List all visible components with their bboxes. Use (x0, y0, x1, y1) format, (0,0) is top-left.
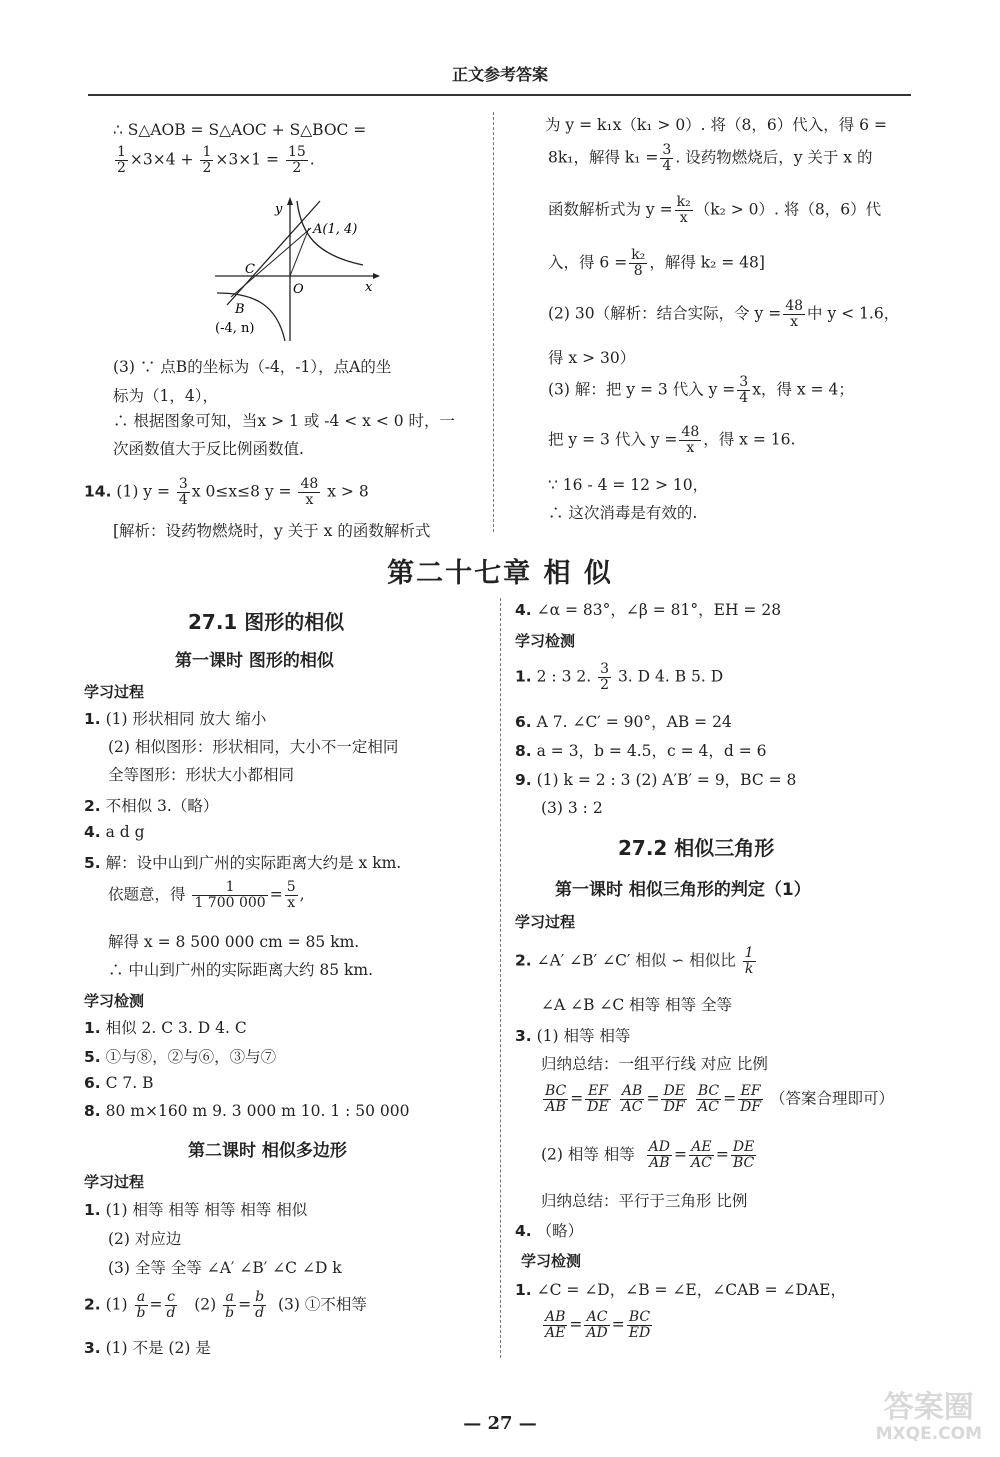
q13-part3-line3: ∴ 根据图象可知，当x > 1 或 -4 < x < 0 时，一 (113, 412, 456, 430)
c3-line: 3. (1) 不是 (2) 是 (84, 1339, 211, 1357)
y-axis-arrow (287, 197, 293, 205)
function-graph (205, 193, 385, 343)
point-a-label: A(1, 4) (313, 222, 358, 237)
origin-label: O (293, 282, 304, 297)
f4-line: 4. （略） (515, 1222, 584, 1240)
f3-part2: (2) 相等 相等 $\frac{AD}{AB}$ = $\frac{AE}{AC}$ = $\frac{DE}{BC}$ (541, 1139, 755, 1171)
c1-line2: (2) 对应边 (108, 1230, 182, 1248)
e9-line: 9. (1) k = 2 : 3 (2) A′B′ = 9，BC = 8 (515, 771, 797, 789)
a5-conclusion: ∴ 中山到广州的实际距离大约 85 km. (108, 961, 374, 979)
a2-line: 2. 不相似 3.（略） (84, 797, 219, 815)
a1-line2: (2) 相似图形：形状相同，大小不一定相同 (108, 738, 399, 756)
b6-line: 6. C 7. B (84, 1074, 154, 1092)
page-header: 正文参考答案 (451, 65, 548, 84)
label-check-1: 学习检测 (84, 992, 145, 1010)
label-process-2: 学习过程 (84, 1173, 145, 1191)
q14-line1: 14. (1) y = $\frac{3}{4}$ x 0≤x≤8 y = $\frac{48}{x}$ x > 8 (84, 476, 369, 508)
point-b-coords: (-4, n) (215, 321, 255, 336)
segment-oa (290, 228, 309, 276)
point-b-label: B (235, 302, 245, 317)
r-line6: 得 x > 30） (548, 349, 636, 367)
a1-line3: 全等图形：形状大小都相同 (108, 766, 295, 784)
e1-line: 1. 2 : 3 2. $\frac{3}{2}$ 3. D 4. B 5. D (515, 661, 724, 693)
area-equation: ∴ S△AOB = S△AOC + S△BOC = (113, 121, 367, 139)
c1-line: 1. (1) 相等 相等 相等 相等 相似 (84, 1201, 308, 1219)
r-line1: 为 y = k₁x（k₁ > 0）. 将（8，6）代入，得 6 = (545, 116, 887, 134)
area-calculation: $\frac{1}{2}$ ×3×4 + $\frac{1}{2}$ ×3×1 = $\frac{15}{2}$ . (117, 144, 315, 176)
r-line4: 入，得 6 = $\frac{\text{k₂}}{8}$ ，解得 k₂ = 48] (548, 247, 765, 279)
label-process-1: 学习过程 (84, 683, 145, 701)
e9-line2: (3) 3 : 2 (541, 799, 603, 817)
r-line10: ∴ 这次消毒是有效的. (548, 504, 698, 522)
f3-summary2: 归纳总结：平行于三角形 比例 (541, 1192, 748, 1210)
a5-equation: 依题意，得 $\frac{1}{1 700 000}$ = $\frac{5}{x}$ , (108, 879, 305, 911)
label-process-3: 学习过程 (515, 913, 576, 931)
f2-line: 2. ∠A′ ∠B′ ∠C′ 相似 ∽ 相似比 $\frac{1}{k}$ (515, 945, 754, 977)
e8-line: 8. a = 3，b = 4.5，c = 4，d = 6 (515, 742, 767, 760)
column-divider-top (493, 112, 494, 532)
watermark-logo: 答案圈 MXQE.COM (875, 1390, 982, 1444)
lesson-1-title: 第一课时 图形的相似 (175, 651, 334, 671)
section-27-2-title: 27.2 相似三角形 (618, 836, 775, 860)
column-divider-bottom (500, 598, 501, 1358)
label-check-2: 学习检测 (515, 632, 576, 650)
lesson-27-2-1-title: 第一课时 相似三角形的判定（1） (555, 880, 811, 900)
f3-summary: 归纳总结：一组平行线 对应 比例 (541, 1055, 768, 1073)
r-line5: (2) 30（解析：结合实际，令 y = $\frac{48}{x}$ 中 y < 1.6， (548, 298, 900, 330)
x-axis-arrow (373, 273, 380, 279)
a5-line: 5. 解：设中山到广州的实际距离大约是 x km. (84, 854, 402, 872)
f3-line: 3. (1) 相等 相等 (515, 1027, 631, 1045)
r-line2: 8k₁，解得 k₁ = $\frac{3}{4}$ . 设药物燃烧后，y 关于 x 的 (548, 142, 873, 174)
a4-line: 4. a d g (84, 823, 145, 841)
r-line7: (3) 解：把 y = 3 代入 y = $\frac{3}{4}$ x，得 x = 4； (548, 374, 854, 406)
e6-line: 6. A 7. ∠C′ = 90°，AB = 24 (515, 713, 732, 731)
r-line9: ∵ 16 - 4 = 12 > 10， (548, 476, 709, 494)
a1-line: 1. (1) 形状相同 放大 缩小 (84, 710, 267, 728)
f2-line2: ∠A ∠B ∠C 相等 相等 全等 (541, 996, 733, 1014)
g1-line: 1. ∠C = ∠D，∠B = ∠E，∠CAB = ∠DAE， (515, 1281, 846, 1299)
q13-part3-line4: 次函数值大于反比例函数值. (113, 440, 304, 458)
label-check-3: 学习检测 (521, 1252, 582, 1270)
header-rule (88, 94, 911, 96)
b1-line: 1. 相似 2. C 3. D 4. C (84, 1019, 247, 1037)
b5-line: 5. ①与⑧，②与⑥，③与⑦ (84, 1048, 277, 1066)
q13-part3-line2: 标为（1，4）， (113, 387, 218, 405)
d4-line: 4. ∠α = 83°，∠β = 81°，EH = 28 (515, 601, 782, 619)
q13-part3-line1: (3) ∵ 点B的坐标为（-4，-1），点A的坐 (113, 358, 392, 376)
f3-ratios: $\frac{BC}{AB}$ = $\frac{EF}{DE}$ $\frac{AB}{AC}$ = $\frac{DE}{DF}$ $\frac{BC}{AC}$ = $\frac{EF}{DF}$ （答案合理即可） (545, 1083, 895, 1115)
x-axis-label: x (365, 280, 373, 295)
r-line8: 把 y = 3 代入 y = $\frac{48}{x}$ ，得 x = 16. (548, 424, 796, 456)
y-axis-label: y (275, 202, 283, 217)
q14-analysis: [解析：设药物燃烧时，y 关于 x 的函数解析式 (113, 522, 431, 540)
page-number: — 27 — (463, 1413, 537, 1434)
b8-line: 8. 80 m×160 m 9. 3 000 m 10. 1 : 50 000 (84, 1102, 410, 1120)
linear-function-line (227, 201, 320, 305)
r-line3: 函数解析式为 y = $\frac{\text{k₂}}{x}$ （k₂ > 0）. 将（8，6）代 (548, 194, 882, 226)
g1-ratios: $\frac{AB}{AE}$ = $\frac{AC}{AD}$ = $\frac{BC}{ED}$ (545, 1309, 651, 1341)
a5-solve: 解得 x = 8 500 000 cm = 85 km. (108, 933, 360, 951)
c2-line: 2. (1) $\frac{a}{b}$ = $\frac{c}{d}$ (2) $\frac{a}{b}$ = $\frac{b}{d}$ (3) ①不相等 (84, 1289, 367, 1321)
section-27-1-title: 27.1 图形的相似 (188, 610, 345, 634)
chapter-title: 第二十七章 相 似 (387, 558, 613, 589)
lesson-2-title: 第二课时 相似多边形 (188, 1141, 347, 1161)
point-c-label: C (245, 262, 255, 277)
c1-line3: (3) 全等 全等 ∠A′ ∠B′ ∠C ∠D k (108, 1259, 342, 1277)
